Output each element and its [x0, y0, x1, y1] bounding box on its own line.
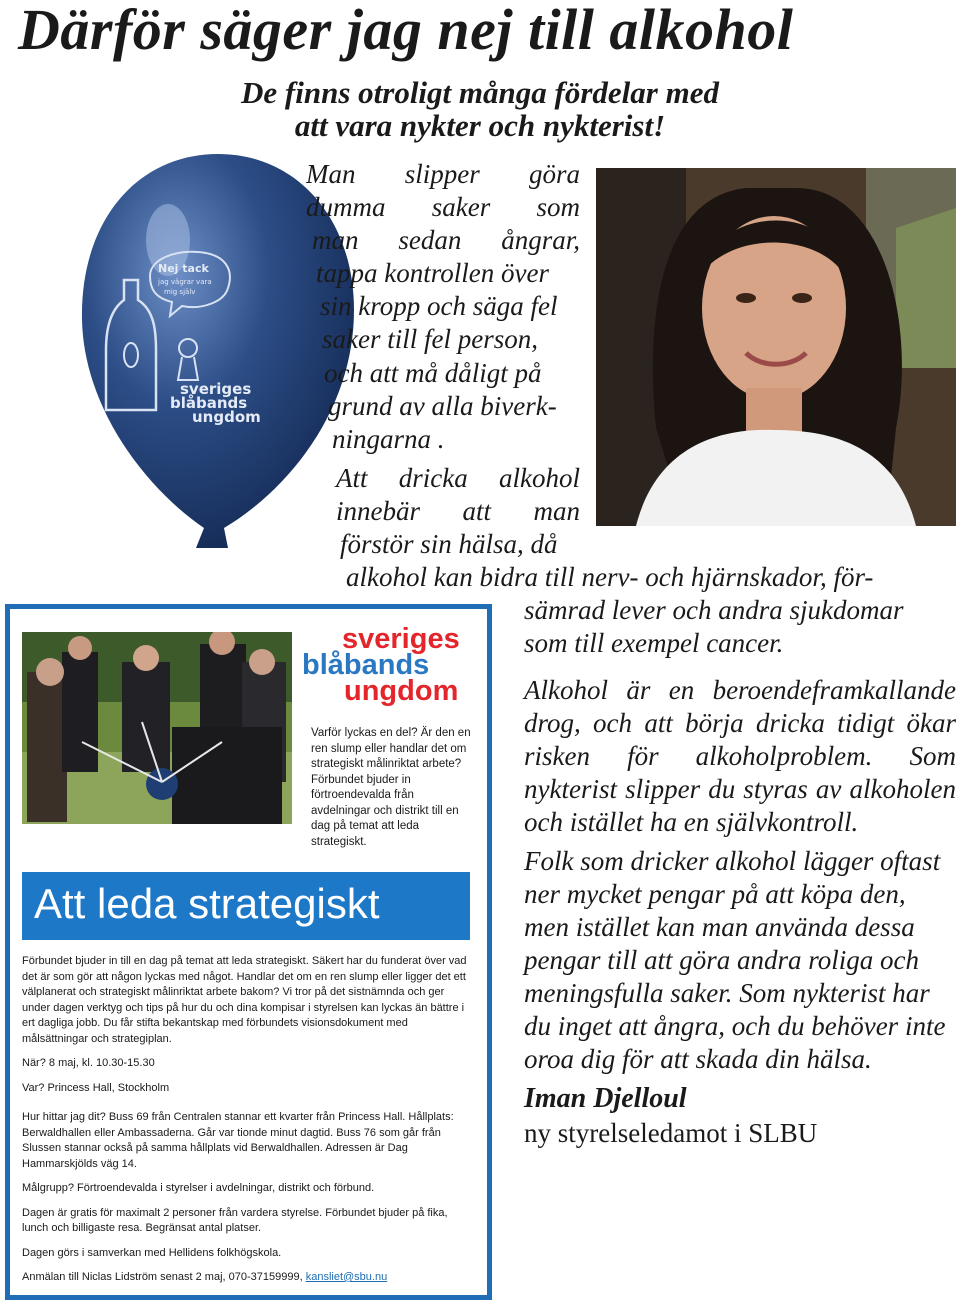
- balloon-speech-1: Nej tack: [158, 262, 209, 275]
- ad-partner: Dagen görs i samverkan med Hellidens folkhögskola.: [22, 1246, 282, 1259]
- group-photo: [22, 632, 292, 824]
- intro-line: saker till fel person,: [322, 324, 538, 354]
- intro-line: tappa kontrollen över: [316, 258, 549, 288]
- intro-line: alkohol kan bidra till nerv- och hjärnskador, för-: [346, 562, 874, 592]
- ad-intro: Förbundet bjuder in till en dag på temat att leda strategiskt. Säkert har du funderat över vad det är som gör att någon lyckas med något. Handlar det om en ren slump eller ligger det ett välplanerat och strategiskt målinriktat arbete bakom? Vi tror på det sistnämnda och ger under dagen verktyg och tips på hur du och dina kompisar i styrelsen kan lyckas än bättre i ert dagliga jobb. Du får stifta bekantskap med förbundets visionsdokument med målsättningar och strategiplan.: [22, 955, 467, 1045]
- ad-where: Var? Princess Hall, Stockholm: [22, 1081, 170, 1094]
- intro-block-2: [312, 224, 580, 257]
- subheadline-line-2: att vara nykter och nykterist!: [294, 108, 666, 143]
- intro-line: som till exempel cancer.: [524, 628, 784, 658]
- balloon-speech-2: jag vägrar vara: [158, 278, 212, 286]
- balloon-org-1: sveriges: [180, 380, 252, 398]
- subheadline-line-1: De finns otroligt många fördelar med: [241, 75, 719, 110]
- intro-line: ningarna .: [332, 424, 445, 454]
- intro-line: man sedan ångrar,: [312, 225, 580, 255]
- sbu-logo-line-3: ungdom: [344, 675, 459, 707]
- intro-line: Man slipper göra: [306, 159, 580, 189]
- portrait-photo: [596, 168, 956, 526]
- sbu-logo: [302, 623, 472, 707]
- signup-email-link[interactable]: kansliet@sbu.nu: [305, 1271, 388, 1283]
- balloon-org-2: blåbands: [170, 394, 248, 412]
- sbu-logo-line-1: sveriges: [342, 623, 460, 655]
- headline: Därför säger jag nej till alkohol: [18, 0, 794, 62]
- ad-target: Målgrupp? Förtroendevalda i styrelser i avdelningar, distrikt och förbund.: [22, 1182, 375, 1194]
- ad-cost: Dagen är gratis för maximalt 2 personer från vardera styrelse. Förbundet bjuder på fika, lunch och billigaste resa. Begränsat antal platser.: [22, 1206, 448, 1234]
- ad-when: När? 8 maj, kl. 10.30-15.30: [22, 1057, 155, 1069]
- intro-line: sin kropp och säga fel: [320, 291, 558, 321]
- article-column: [524, 674, 956, 1150]
- intro-block-3: [336, 462, 580, 528]
- ad-directions: Hur hittar jag dit? Buss 69 från Centralen stannar ett kvarter från Princess Hall. Hållplats: Berwaldhallen eller Ambassaderna. Går var tionde minut dagtid. Buss 76 som går från Slussen stannar också på samma hållplats vid Berwaldhallen. Adressen är Dag Hammarskjölds väg 14.: [22, 1111, 454, 1170]
- intro-line: innebär att man: [336, 496, 580, 526]
- intro-line: och att må dåligt på: [324, 358, 542, 388]
- intro-line: Att dricka alkohol: [336, 463, 580, 493]
- intro-line: grund av alla biverk-: [328, 391, 557, 421]
- ad-question-text: Varför lyckas en del? Är den en ren slump eller handlar det om strategiskt målinriktat arbete? Förbundet bjuder in förtroendevalda från avdelningar och distrikt till en dag på temat att leda strategiskt.: [311, 727, 471, 848]
- ad-title: Att leda strategiskt: [34, 880, 380, 927]
- ad-signup-text: Anmälan till Niclas Lidström senast 2 maj, 070-37159999,: [22, 1271, 306, 1283]
- intro-line: sämrad lever och andra sjukdomar: [524, 595, 904, 625]
- intro-block-1: [306, 158, 580, 224]
- intro-line: förstör sin hälsa, då: [340, 529, 558, 559]
- subheadline: [190, 76, 770, 142]
- balloon-org-3: ungdom: [192, 408, 261, 426]
- ad-signup: [22, 1270, 472, 1286]
- author-role: ny styrelseledamot i SLBU: [524, 1118, 818, 1148]
- sbu-logo-line-2: blåbands: [302, 649, 430, 681]
- ad-body: [22, 954, 472, 1295]
- balloon-speech-3: mig själv: [164, 288, 196, 296]
- author-name: Iman Djelloul: [524, 1083, 687, 1114]
- article-paragraph-2: Folk som dricker alkohol lägger oftast ner mycket pengar på att köpa den, men istället kan man använda dessa pengar till att göra andra roliga och meningsfulla saker. Som nykterist har du inget att ångra, och du behöver inte oroa dig för att skada din hälsa.: [524, 846, 946, 1074]
- article-paragraph-1: Alkohol är en beroendeframkallande drog, och att börja dricka tidigt ökar risken för alkoholproblem. Som nykterist slipper du styras av alkoholen och istället ha en självkontroll.: [524, 675, 956, 837]
- intro-line: dumma saker som: [306, 192, 580, 222]
